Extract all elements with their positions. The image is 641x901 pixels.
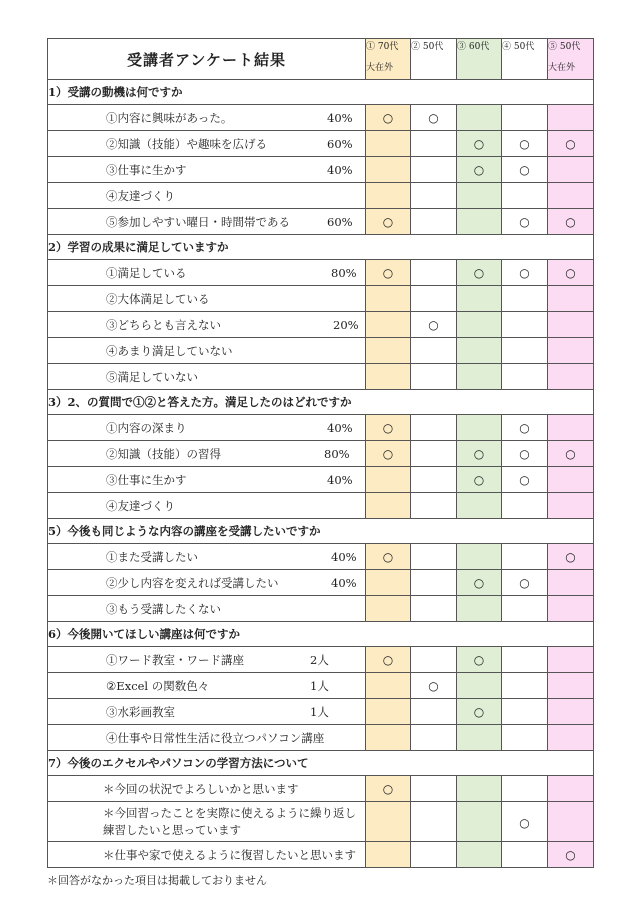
survey-table-body bbox=[48, 39, 594, 868]
circle-mark-icon: ○ bbox=[565, 446, 576, 461]
circle-mark-icon: ○ bbox=[565, 549, 576, 564]
answer-row bbox=[48, 647, 594, 673]
respondent-3-cell bbox=[457, 802, 502, 842]
answer-row bbox=[48, 699, 594, 725]
respondent-5-cell bbox=[548, 467, 594, 493]
respondent-4-cell bbox=[502, 725, 548, 751]
answer-cell bbox=[48, 544, 366, 570]
respondent-sub: 大在外 bbox=[548, 63, 576, 73]
answer-cell bbox=[48, 493, 366, 519]
survey-results-table bbox=[47, 38, 594, 868]
respondent-5-cell bbox=[548, 183, 594, 209]
answer-row bbox=[48, 467, 594, 493]
answer-cell bbox=[48, 441, 366, 467]
respondent-2-cell bbox=[411, 842, 457, 868]
circle-mark-icon: ○ bbox=[519, 472, 530, 487]
page-title: 受講者アンケート結果 bbox=[48, 39, 366, 80]
circle-mark-icon: ○ bbox=[473, 265, 485, 280]
answer-percentage: 80% bbox=[324, 446, 350, 461]
respondent-2-cell bbox=[411, 157, 457, 183]
question-text: 6）今後開いてほしい講座は何ですか bbox=[48, 622, 594, 647]
respondent-header-2 bbox=[411, 39, 457, 80]
respondent-label: ⑤ 50代 bbox=[548, 42, 581, 52]
respondent-4-cell bbox=[502, 673, 548, 699]
answer-cell bbox=[48, 209, 366, 235]
circle-mark-icon: ○ bbox=[473, 446, 485, 461]
circle-mark-icon: ○ bbox=[428, 317, 439, 332]
respondent-sub: 大在外 bbox=[366, 63, 394, 73]
respondent-2-cell bbox=[411, 209, 457, 235]
answer-label: ②Excel の関数色々 bbox=[106, 678, 210, 693]
answer-cell bbox=[48, 260, 366, 286]
circle-mark-icon: ○ bbox=[382, 781, 394, 796]
circle-mark-icon: ○ bbox=[473, 162, 485, 177]
respondent-2-cell bbox=[411, 260, 457, 286]
question-row bbox=[48, 519, 594, 544]
respondent-1-cell bbox=[366, 260, 411, 286]
respondent-label: ① 70代 bbox=[366, 42, 399, 52]
respondent-1-cell bbox=[366, 673, 411, 699]
answer-cell bbox=[48, 338, 366, 364]
circle-mark-icon: ○ bbox=[428, 678, 439, 693]
respondent-3-cell bbox=[457, 647, 502, 673]
circle-mark-icon: ○ bbox=[382, 652, 394, 667]
respondent-3-cell bbox=[457, 338, 502, 364]
respondent-2-cell bbox=[411, 183, 457, 209]
respondent-4-cell bbox=[502, 131, 548, 157]
answer-percentage: 20% bbox=[333, 317, 359, 332]
respondent-5-cell bbox=[548, 842, 594, 868]
respondent-5-cell bbox=[548, 157, 594, 183]
respondent-1-cell bbox=[366, 364, 411, 390]
respondent-3-cell bbox=[457, 467, 502, 493]
answer-percentage: 40% bbox=[331, 549, 357, 564]
answer-row bbox=[48, 157, 594, 183]
answer-label: ＊今回習ったことを実際に使えるように繰り返し練習したいと思っています bbox=[103, 806, 356, 837]
answer-row bbox=[48, 183, 594, 209]
answer-cell bbox=[48, 802, 366, 842]
respondent-5-cell bbox=[548, 544, 594, 570]
respondent-5-cell bbox=[548, 776, 594, 802]
respondent-4-cell bbox=[502, 364, 548, 390]
answer-row bbox=[48, 596, 594, 622]
answer-row bbox=[48, 725, 594, 751]
respondent-label: ③ 60代 bbox=[457, 42, 490, 52]
respondent-4-cell bbox=[502, 260, 548, 286]
answer-label: ⑤参加しやすい曜日・時間帯である bbox=[106, 214, 290, 229]
respondent-2-cell bbox=[411, 467, 457, 493]
answer-row bbox=[48, 493, 594, 519]
answer-row bbox=[48, 776, 594, 802]
circle-mark-icon: ○ bbox=[519, 136, 530, 151]
circle-mark-icon: ○ bbox=[382, 420, 394, 435]
respondent-1-cell bbox=[366, 312, 411, 338]
answer-row bbox=[48, 131, 594, 157]
circle-mark-icon: ○ bbox=[519, 162, 530, 177]
respondent-4-cell bbox=[502, 544, 548, 570]
respondent-4-cell bbox=[502, 105, 548, 131]
question-text: 1）受講の動機は何ですか bbox=[48, 80, 594, 105]
circle-mark-icon: ○ bbox=[565, 265, 576, 280]
answer-label: ④友達づくり bbox=[106, 498, 175, 513]
respondent-2-cell bbox=[411, 647, 457, 673]
answer-label: ③仕事に生かす bbox=[106, 472, 187, 487]
respondent-5-cell bbox=[548, 802, 594, 842]
respondent-4-cell bbox=[502, 570, 548, 596]
respondent-3-cell bbox=[457, 441, 502, 467]
question-row bbox=[48, 390, 594, 415]
respondent-1-cell bbox=[366, 286, 411, 312]
respondent-5-cell bbox=[548, 131, 594, 157]
answer-cell bbox=[48, 183, 366, 209]
answer-row bbox=[48, 286, 594, 312]
respondent-1-cell bbox=[366, 209, 411, 235]
question-text: 2）学習の成果に満足していますか bbox=[48, 235, 594, 260]
respondent-1-cell bbox=[366, 596, 411, 622]
respondent-3-cell bbox=[457, 842, 502, 868]
circle-mark-icon: ○ bbox=[519, 575, 530, 590]
respondent-1-cell bbox=[366, 131, 411, 157]
respondent-3-cell bbox=[457, 260, 502, 286]
answer-label: ⑤満足していない bbox=[106, 369, 198, 384]
answer-label: ③どちらとも言えない bbox=[106, 317, 221, 332]
respondent-3-cell bbox=[457, 183, 502, 209]
answer-row bbox=[48, 441, 594, 467]
respondent-1-cell bbox=[366, 105, 411, 131]
answer-label: ④友達づくり bbox=[106, 188, 175, 203]
respondent-2-cell bbox=[411, 441, 457, 467]
respondent-5-cell bbox=[548, 673, 594, 699]
respondent-1-cell bbox=[366, 647, 411, 673]
answer-cell bbox=[48, 105, 366, 131]
respondent-1-cell bbox=[366, 157, 411, 183]
respondent-3-cell bbox=[457, 544, 502, 570]
answer-percentage: 40% bbox=[331, 575, 357, 590]
answer-percentage: 40% bbox=[327, 162, 353, 177]
answer-label: ④あまり満足していない bbox=[106, 343, 233, 358]
answer-label: ＊仕事や家で使えるように復習したいと思います bbox=[103, 847, 356, 862]
answer-row bbox=[48, 415, 594, 441]
respondent-4-cell bbox=[502, 183, 548, 209]
answer-row bbox=[48, 338, 594, 364]
respondent-5-cell bbox=[548, 338, 594, 364]
respondent-2-cell bbox=[411, 105, 457, 131]
circle-mark-icon: ○ bbox=[519, 265, 530, 280]
answer-cell bbox=[48, 286, 366, 312]
answer-row bbox=[48, 105, 594, 131]
answer-percentage: 40% bbox=[327, 420, 353, 435]
respondent-4-cell bbox=[502, 312, 548, 338]
respondent-3-cell bbox=[457, 415, 502, 441]
circle-mark-icon: ○ bbox=[473, 472, 485, 487]
respondent-1-cell bbox=[366, 493, 411, 519]
circle-mark-icon: ○ bbox=[473, 652, 485, 667]
respondent-3-cell bbox=[457, 312, 502, 338]
answer-row bbox=[48, 842, 594, 868]
respondent-4-cell bbox=[502, 467, 548, 493]
circle-mark-icon: ○ bbox=[382, 446, 394, 461]
respondent-5-cell bbox=[548, 312, 594, 338]
respondent-5-cell bbox=[548, 286, 594, 312]
respondent-5-cell bbox=[548, 725, 594, 751]
respondent-2-cell bbox=[411, 286, 457, 312]
respondent-5-cell bbox=[548, 493, 594, 519]
respondent-header-4 bbox=[502, 39, 548, 80]
respondent-2-cell bbox=[411, 802, 457, 842]
respondent-2-cell bbox=[411, 673, 457, 699]
question-text: 5）今後も同じような内容の講座を受講したいですか bbox=[48, 519, 594, 544]
respondent-2-cell bbox=[411, 776, 457, 802]
respondent-2-cell bbox=[411, 131, 457, 157]
respondent-4-cell bbox=[502, 338, 548, 364]
respondent-3-cell bbox=[457, 673, 502, 699]
circle-mark-icon: ○ bbox=[565, 136, 576, 151]
answer-row bbox=[48, 673, 594, 699]
respondent-2-cell bbox=[411, 596, 457, 622]
answer-cell bbox=[48, 673, 366, 699]
respondent-1-cell bbox=[366, 415, 411, 441]
respondent-3-cell bbox=[457, 157, 502, 183]
question-row bbox=[48, 622, 594, 647]
answer-cell bbox=[48, 364, 366, 390]
respondent-3-cell bbox=[457, 699, 502, 725]
answer-cell bbox=[48, 699, 366, 725]
answer-cell bbox=[48, 415, 366, 441]
respondent-4-cell bbox=[502, 776, 548, 802]
answer-row bbox=[48, 570, 594, 596]
respondent-1-cell bbox=[366, 699, 411, 725]
respondent-4-cell bbox=[502, 415, 548, 441]
respondent-1-cell bbox=[366, 842, 411, 868]
answer-percentage: 60% bbox=[327, 214, 353, 229]
respondent-1-cell bbox=[366, 467, 411, 493]
answer-label: ③水彩画教室 bbox=[106, 704, 175, 719]
respondent-1-cell bbox=[366, 776, 411, 802]
respondent-2-cell bbox=[411, 570, 457, 596]
question-row bbox=[48, 235, 594, 260]
answer-row bbox=[48, 209, 594, 235]
answer-cell bbox=[48, 157, 366, 183]
respondent-4-cell bbox=[502, 157, 548, 183]
circle-mark-icon: ○ bbox=[382, 549, 394, 564]
answer-label: ③仕事に生かす bbox=[106, 162, 187, 177]
answer-cell bbox=[48, 467, 366, 493]
respondent-3-cell bbox=[457, 209, 502, 235]
respondent-3-cell bbox=[457, 364, 502, 390]
respondent-4-cell bbox=[502, 596, 548, 622]
circle-mark-icon: ○ bbox=[519, 420, 530, 435]
answer-label: ＊今回の状況でよろしいかと思います bbox=[103, 781, 299, 796]
answer-percentage: 2人 bbox=[310, 652, 329, 667]
respondent-5-cell bbox=[548, 647, 594, 673]
respondent-2-cell bbox=[411, 699, 457, 725]
respondent-1-cell bbox=[366, 570, 411, 596]
respondent-2-cell bbox=[411, 544, 457, 570]
table-header-row bbox=[48, 39, 594, 80]
respondent-1-cell bbox=[366, 183, 411, 209]
respondent-4-cell bbox=[502, 699, 548, 725]
answer-cell bbox=[48, 647, 366, 673]
respondent-2-cell bbox=[411, 364, 457, 390]
respondent-4-cell bbox=[502, 493, 548, 519]
circle-mark-icon: ○ bbox=[519, 446, 530, 461]
respondent-5-cell bbox=[548, 260, 594, 286]
answer-label: ④仕事や日常性生活に役立つパソコン講座 bbox=[106, 730, 325, 745]
answer-percentage: 40% bbox=[327, 472, 353, 487]
answer-label: ②知識（技能）や趣味を広げる bbox=[106, 136, 267, 151]
respondent-3-cell bbox=[457, 286, 502, 312]
answer-cell bbox=[48, 570, 366, 596]
answer-label: ③もう受講したくない bbox=[106, 601, 221, 616]
footnote: ＊回答がなかった項目は掲載しておりません bbox=[47, 874, 267, 887]
respondent-4-cell bbox=[502, 842, 548, 868]
circle-mark-icon: ○ bbox=[473, 704, 485, 719]
answer-label: ①内容の深まり bbox=[106, 420, 187, 435]
respondent-2-cell bbox=[411, 493, 457, 519]
answer-row bbox=[48, 802, 594, 842]
respondent-header-1 bbox=[366, 39, 411, 80]
circle-mark-icon: ○ bbox=[565, 847, 576, 862]
respondent-4-cell bbox=[502, 802, 548, 842]
circle-mark-icon: ○ bbox=[382, 214, 394, 229]
question-text: 7）今後のエクセルやパソコンの学習方法について bbox=[48, 751, 594, 776]
question-row bbox=[48, 751, 594, 776]
respondent-5-cell bbox=[548, 209, 594, 235]
respondent-3-cell bbox=[457, 105, 502, 131]
respondent-5-cell bbox=[548, 699, 594, 725]
answer-percentage: 1人 bbox=[310, 704, 329, 719]
respondent-3-cell bbox=[457, 725, 502, 751]
respondent-1-cell bbox=[366, 338, 411, 364]
answer-cell bbox=[48, 842, 366, 868]
question-row bbox=[48, 80, 594, 105]
answer-label: ②知識（技能）の習得 bbox=[106, 446, 221, 461]
respondent-2-cell bbox=[411, 338, 457, 364]
respondent-1-cell bbox=[366, 725, 411, 751]
respondent-header-5 bbox=[548, 39, 594, 80]
answer-percentage: 1人 bbox=[310, 678, 329, 693]
answer-row bbox=[48, 544, 594, 570]
respondent-4-cell bbox=[502, 647, 548, 673]
answer-row bbox=[48, 364, 594, 390]
question-text: 3）2、の質問で①②と答えた方。満足したのはどれですか bbox=[48, 390, 594, 415]
answer-cell bbox=[48, 312, 366, 338]
answer-label: ①内容に興味があった。 bbox=[106, 110, 233, 125]
circle-mark-icon: ○ bbox=[519, 816, 530, 830]
respondent-3-cell bbox=[457, 493, 502, 519]
answer-cell bbox=[48, 776, 366, 802]
respondent-3-cell bbox=[457, 596, 502, 622]
answer-percentage: 40% bbox=[327, 110, 353, 125]
respondent-label: ② 50代 bbox=[411, 42, 444, 52]
respondent-2-cell bbox=[411, 415, 457, 441]
respondent-5-cell bbox=[548, 415, 594, 441]
circle-mark-icon: ○ bbox=[382, 265, 394, 280]
answer-label: ①ワード教室・ワード講座 bbox=[106, 652, 244, 667]
respondent-2-cell bbox=[411, 725, 457, 751]
circle-mark-icon: ○ bbox=[473, 575, 485, 590]
respondent-4-cell bbox=[502, 441, 548, 467]
respondent-5-cell bbox=[548, 596, 594, 622]
answer-row bbox=[48, 260, 594, 286]
respondent-3-cell bbox=[457, 131, 502, 157]
answer-cell bbox=[48, 725, 366, 751]
respondent-1-cell bbox=[366, 441, 411, 467]
circle-mark-icon: ○ bbox=[473, 136, 485, 151]
respondent-label: ④ 50代 bbox=[502, 42, 535, 52]
respondent-1-cell bbox=[366, 544, 411, 570]
answer-label: ②大体満足している bbox=[106, 291, 210, 306]
circle-mark-icon: ○ bbox=[519, 214, 530, 229]
respondent-3-cell bbox=[457, 570, 502, 596]
respondent-header-3 bbox=[457, 39, 502, 80]
answer-label: ①満足している bbox=[106, 265, 187, 280]
circle-mark-icon: ○ bbox=[428, 110, 439, 125]
respondent-3-cell bbox=[457, 776, 502, 802]
respondent-4-cell bbox=[502, 209, 548, 235]
answer-cell bbox=[48, 131, 366, 157]
answer-cell bbox=[48, 596, 366, 622]
circle-mark-icon: ○ bbox=[565, 214, 576, 229]
answer-label: ①また受講したい bbox=[106, 549, 198, 564]
respondent-5-cell bbox=[548, 570, 594, 596]
respondent-5-cell bbox=[548, 441, 594, 467]
answer-percentage: 60% bbox=[327, 136, 353, 151]
respondent-1-cell bbox=[366, 802, 411, 842]
respondent-4-cell bbox=[502, 286, 548, 312]
respondent-5-cell bbox=[548, 105, 594, 131]
answer-row bbox=[48, 312, 594, 338]
answer-percentage: 80% bbox=[331, 265, 357, 280]
circle-mark-icon: ○ bbox=[382, 110, 394, 125]
answer-label: ②少し内容を変えれば受講したい bbox=[106, 575, 279, 590]
respondent-2-cell bbox=[411, 312, 457, 338]
respondent-5-cell bbox=[548, 364, 594, 390]
